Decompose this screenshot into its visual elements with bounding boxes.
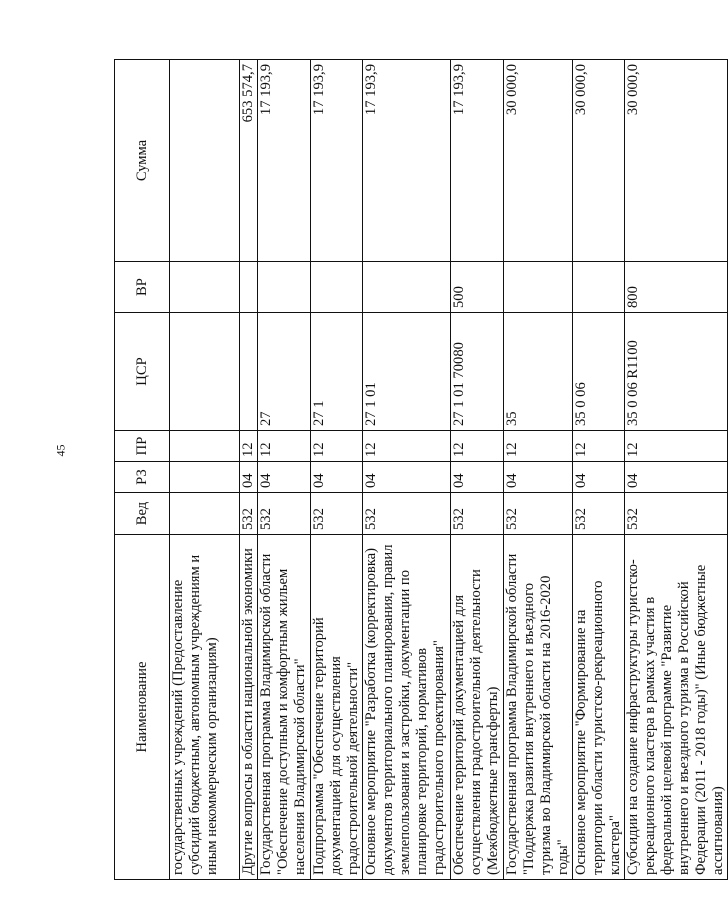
cell-ved: 532	[240, 493, 258, 535]
cell-ved: 532	[363, 493, 451, 535]
cell-ved: 532	[573, 493, 625, 535]
table-row	[451, 60, 504, 880]
cell-csr: 27 1 01	[363, 313, 451, 431]
cell-rz: 04	[363, 462, 451, 493]
cell-vr	[170, 262, 240, 313]
table-header-row	[115, 60, 170, 880]
cell-name: государственных учреждений (Предоставление субсидий бюджетным, автономным учреждениям и иным некоммерческим организациям)	[170, 535, 240, 880]
cell-vr: 800	[625, 262, 728, 313]
cell-csr: 35 0 06	[573, 313, 625, 431]
cell-name: Обеспечение территорий документацией для осуществления градостроительной деятельности (Межбюджетные трансферты)	[451, 535, 504, 880]
cell-sum: 17 193,9	[258, 60, 311, 262]
cell-ved: 532	[625, 493, 728, 535]
cell-pr: 12	[625, 431, 728, 462]
cell-name: Основное мероприятие "Формирование на территории области туристско-рекреационного кластера"	[573, 535, 625, 880]
cell-sum	[170, 60, 240, 262]
table-row	[258, 60, 311, 880]
cell-name: Субсидии на создание инфраструктуры туристско-рекреационного кластера в рамках участия в федеральной целевой программе "Развитие внутреннего и въездного туризма в Российской Федерации (2011 - 2018 годы)" (Иные бюджетные ассигнования)	[625, 535, 728, 880]
cell-rz: 04	[451, 462, 504, 493]
cell-name: Подпрограмма "Обеспечение территорий документацией для осуществления градостроительной деятельности"	[311, 535, 363, 880]
cell-csr: 35 0 06 R1100	[625, 313, 728, 431]
header-pr: ПР	[115, 431, 170, 462]
cell-ved: 532	[451, 493, 504, 535]
cell-csr	[170, 313, 240, 431]
cell-rz: 04	[573, 462, 625, 493]
table-row	[240, 60, 258, 880]
cell-rz: 04	[240, 462, 258, 493]
cell-sum: 30 000,0	[504, 60, 573, 262]
header-sum: Сумма	[115, 60, 170, 262]
cell-csr	[240, 313, 258, 431]
cell-vr	[573, 262, 625, 313]
cell-pr: 12	[504, 431, 573, 462]
budget-table-container	[114, 60, 726, 880]
cell-rz: 04	[258, 462, 311, 493]
cell-ved: 532	[258, 493, 311, 535]
header-csr: ЦСР	[115, 313, 170, 431]
cell-sum: 17 193,9	[363, 60, 451, 262]
cell-vr: 500	[451, 262, 504, 313]
cell-ved	[170, 493, 240, 535]
cell-sum: 653 574,7	[240, 60, 258, 262]
cell-csr: 27	[258, 313, 311, 431]
table-row	[363, 60, 451, 880]
cell-pr: 12	[258, 431, 311, 462]
cell-sum: 17 193,9	[311, 60, 363, 262]
cell-csr: 27 1	[311, 313, 363, 431]
table-row	[170, 60, 240, 880]
cell-sum: 30 000,0	[625, 60, 728, 262]
cell-name: Государственная программа Владимирской области "Поддержка развития внутреннего и въездного туризма во Владимирской области на 2016-2020 годы"	[504, 535, 573, 880]
cell-pr: 12	[311, 431, 363, 462]
header-ved: Вед	[115, 493, 170, 535]
cell-pr: 12	[451, 431, 504, 462]
cell-name: Другие вопросы в области национальной экономики	[240, 535, 258, 880]
cell-pr: 12	[363, 431, 451, 462]
table-row	[573, 60, 625, 880]
cell-vr	[363, 262, 451, 313]
cell-csr: 27 1 01 70080	[451, 313, 504, 431]
budget-table	[114, 59, 728, 880]
cell-vr	[258, 262, 311, 313]
header-vr: ВР	[115, 262, 170, 313]
cell-ved: 532	[311, 493, 363, 535]
cell-ved: 532	[504, 493, 573, 535]
page-number: 45	[53, 444, 68, 457]
cell-vr	[504, 262, 573, 313]
table-row	[504, 60, 573, 880]
cell-sum: 30 000,0	[573, 60, 625, 262]
header-name: Наименование	[115, 535, 170, 880]
cell-pr: 12	[240, 431, 258, 462]
header-rz: РЗ	[115, 462, 170, 493]
cell-vr	[311, 262, 363, 313]
cell-rz: 04	[625, 462, 728, 493]
cell-pr: 12	[573, 431, 625, 462]
cell-rz: 04	[504, 462, 573, 493]
cell-name: Государственная программа Владимирской области "Обеспечение доступным и комфортным жильем населения Владимирской области"	[258, 535, 311, 880]
cell-sum: 17 193,9	[451, 60, 504, 262]
cell-vr	[240, 262, 258, 313]
cell-name: Основное мероприятие "Разработка (корректировка) документов территориального планирования, правил землепользования и застройки, документации по планировке территорий, нормативов градостроительного проектирования"	[363, 535, 451, 880]
table-row	[311, 60, 363, 880]
cell-rz: 04	[311, 462, 363, 493]
cell-rz	[170, 462, 240, 493]
table-row	[625, 60, 728, 880]
cell-csr: 35	[504, 313, 573, 431]
cell-pr	[170, 431, 240, 462]
